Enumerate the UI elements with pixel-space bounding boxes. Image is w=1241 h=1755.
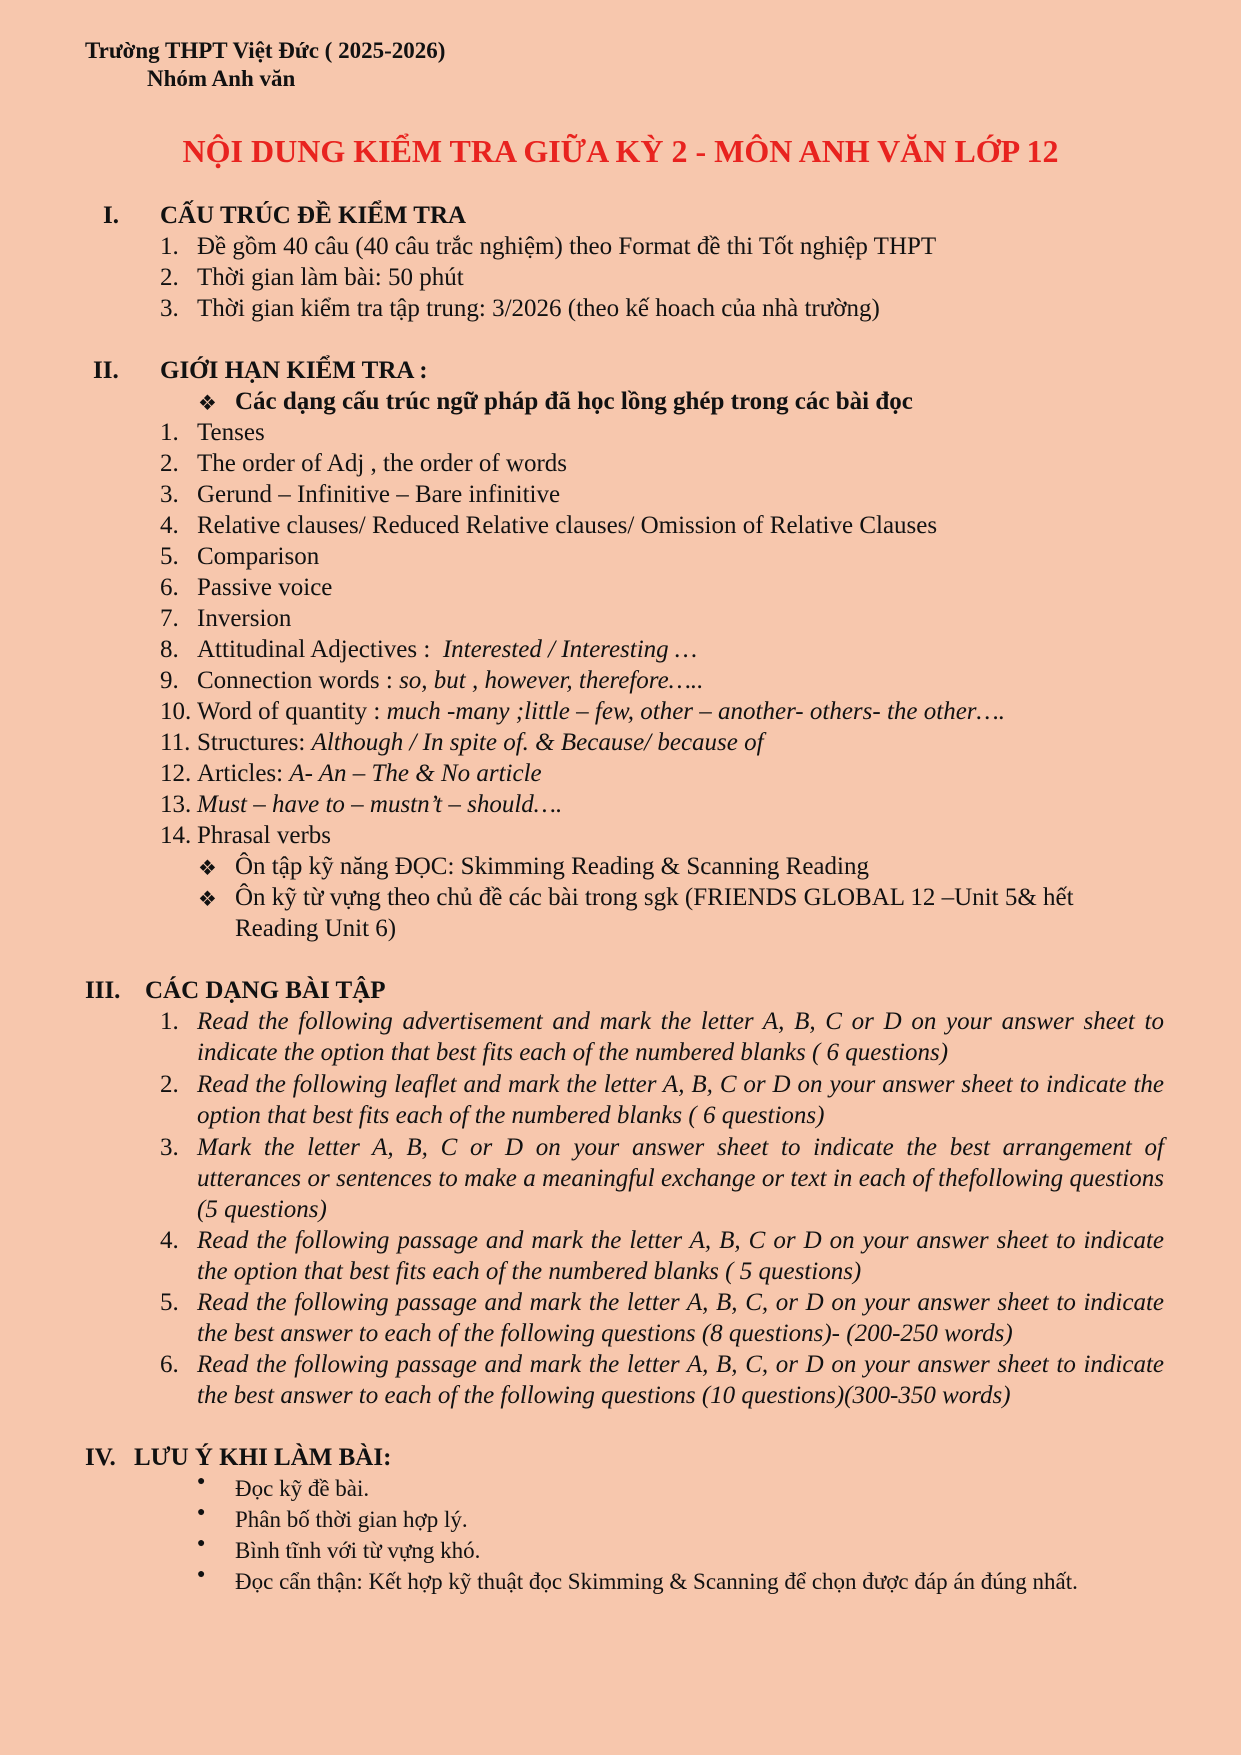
list-item-text	[197, 543, 319, 571]
list-item-text	[197, 574, 332, 602]
list-number: 3.	[160, 1134, 179, 1161]
list-number: 8.	[160, 636, 179, 663]
exercise-instruction: Read the following passage and mark the letter A, B, C, or D on your answer sheet to indicate the best answer to each of the following questions (10 questions)(300-350 words)	[197, 1351, 1164, 1409]
bullet-dot-icon: ●	[197, 1505, 206, 1520]
group-name: Nhóm Anh văn	[147, 66, 296, 91]
list-number: 11.	[160, 729, 191, 756]
item-italic: A- An – The & No article	[289, 760, 542, 787]
section-2-title: GIỚI HẠN KIỂM TRA :	[160, 357, 428, 384]
exercise-instruction: Read the following passage and mark the letter A, B, C, or D on your answer sheet to indicate the best answer to each of the following questions (8 questions)- (200-250 words)	[197, 1289, 1164, 1347]
list-number: 2.	[160, 264, 179, 291]
exercise-instruction: Mark the letter A, B, C or D on your answer sheet to indicate the best arrangement of utterances or sentences to make a meaningful exchange or text in each of thefollowing questions (5 questions)	[197, 1134, 1164, 1223]
exercise-instruction: Read the following advertisement and mark the letter A, B, C or D on your answer sheet to indicate the option that best fits each of the numbered blanks ( 6 questions)	[197, 1008, 1164, 1066]
vocabulary-note: Ôn kỹ từ vựng theo chủ đề các bài trong sgk (FRIENDS GLOBAL 12 –Unit 5& hết	[235, 884, 1074, 911]
list-item-text	[197, 450, 567, 478]
list-item-text	[197, 667, 703, 695]
list-number: 2.	[160, 450, 179, 477]
item-italic: so, but , however, therefore…..	[399, 667, 704, 694]
grammar-subheading: Các dạng cấu trúc ngữ pháp đã học lồng ghép trong các bài đọc	[235, 388, 913, 415]
bullet-dot-icon: ●	[197, 1474, 206, 1489]
list-number: 7.	[160, 605, 179, 632]
list-item-text: Đề gồm 40 câu (40 câu trắc nghiệm) theo Format đề thi Tốt nghiệp THPT	[197, 233, 937, 260]
tip-item: Bình tĩnh với từ vựng khó.	[235, 1538, 481, 1563]
list-item-text: Thời gian làm bài: 50 phút	[197, 264, 464, 291]
exercise-instruction: Read the following leaflet and mark the letter A, B, C or D on your answer sheet to indicate the option that best fits each of the numbered blanks ( 6 questions)	[197, 1071, 1164, 1129]
tip-item: Phân bố thời gian hợp lý.	[235, 1507, 468, 1532]
list-item-text	[197, 481, 560, 509]
list-number: 1.	[160, 1008, 179, 1035]
tip-item: Đọc cẩn thận: Kết hợp kỹ thuật đọc Skimming & Scanning để chọn được đáp án đúng nhất.	[235, 1569, 1078, 1594]
list-item-text	[197, 729, 764, 757]
section-1-number: I.	[103, 202, 119, 229]
list-item-text	[197, 605, 291, 633]
item-plain: Attitudinal Adjectives :	[197, 636, 443, 663]
list-number: 1.	[160, 419, 179, 446]
vocabulary-note-continued: Reading Unit 6)	[235, 915, 397, 942]
item-plain: Comparison	[197, 543, 320, 570]
diamond-bullet-icon: ❖	[198, 887, 217, 911]
document-title: NỘI DUNG KIỂM TRA GIỮA KỲ 2 - MÔN ANH VĂN LỚP 12	[182, 133, 1059, 169]
list-item-text	[197, 760, 542, 788]
item-plain: Tenses	[197, 419, 265, 446]
item-italic: Although / In spite of. & Because/ because of	[311, 729, 764, 756]
section-1-title: CẤU TRÚC ĐỀ KIỂM TRA	[160, 202, 467, 229]
list-item-text	[197, 419, 265, 447]
reading-skill-note: Ôn tập kỹ năng ĐỌC: Skimming Reading & Scanning Reading	[235, 853, 869, 880]
item-plain: Phrasal verbs	[197, 822, 331, 849]
list-item-text	[197, 636, 697, 664]
item-plain: Gerund – Infinitive – Bare infinitive	[197, 481, 561, 508]
list-number: 5.	[160, 543, 179, 570]
section-4-number: IV.	[85, 1444, 116, 1471]
list-number: 1.	[160, 233, 179, 260]
item-italic: Must – have to – mustn’t – should….	[197, 791, 563, 818]
list-item-text	[197, 698, 1005, 726]
list-number: 4.	[160, 512, 179, 539]
list-number: 2.	[160, 1071, 179, 1098]
item-italic: Interested / Interesting …	[442, 636, 698, 663]
diamond-bullet-icon: ❖	[198, 856, 217, 880]
item-italic: much -many ;little – few, other – another- others- the other….	[386, 698, 1005, 725]
list-item-text	[197, 791, 562, 819]
bullet-dot-icon: ●	[197, 1536, 206, 1551]
item-plain: Structures:	[197, 729, 312, 756]
list-number: 13.	[160, 791, 192, 818]
list-number: 6.	[160, 574, 179, 601]
list-number: 10.	[160, 698, 192, 725]
list-item-text	[197, 512, 937, 540]
item-plain: The order of Adj , the order of words	[197, 450, 568, 477]
item-plain: Passive voice	[197, 574, 333, 601]
section-2-number: II.	[93, 357, 119, 384]
diamond-bullet-icon: ❖	[198, 391, 217, 415]
item-plain: Inversion	[197, 605, 292, 632]
section-3-title: CÁC DẠNG BÀI TẬP	[145, 977, 386, 1004]
item-plain: Connection words :	[197, 667, 400, 694]
item-plain: Articles:	[197, 760, 290, 787]
school-name: Trường THPT Việt Đức ( 2025-2026)	[85, 38, 446, 63]
tip-item: Đọc kỹ đề bài.	[235, 1476, 370, 1501]
list-item-text: Thời gian kiểm tra tập trung: 3/2026 (theo kế hoach của nhà trường)	[197, 295, 880, 322]
section-3-number: III.	[85, 977, 121, 1004]
list-number: 3.	[160, 481, 179, 508]
section-4-title: LƯU Ý KHI LÀM BÀI:	[134, 1444, 392, 1471]
item-plain: Relative clauses/ Reduced Relative clauses/ Omission of Relative Clauses	[197, 512, 938, 539]
list-number: 5.	[160, 1289, 179, 1316]
list-item-text	[197, 822, 331, 850]
list-number: 4.	[160, 1227, 179, 1254]
exercise-instruction: Read the following passage and mark the letter A, B, C or D on your answer sheet to indicate the option that best fits each of the numbered blanks ( 5 questions)	[197, 1227, 1164, 1285]
list-number: 12.	[160, 760, 192, 787]
item-plain: Word of quantity :	[197, 698, 387, 725]
bullet-dot-icon: ●	[197, 1567, 206, 1582]
list-number: 14.	[160, 822, 192, 849]
list-number: 3.	[160, 295, 179, 322]
list-number: 9.	[160, 667, 179, 694]
list-number: 6.	[160, 1351, 179, 1378]
